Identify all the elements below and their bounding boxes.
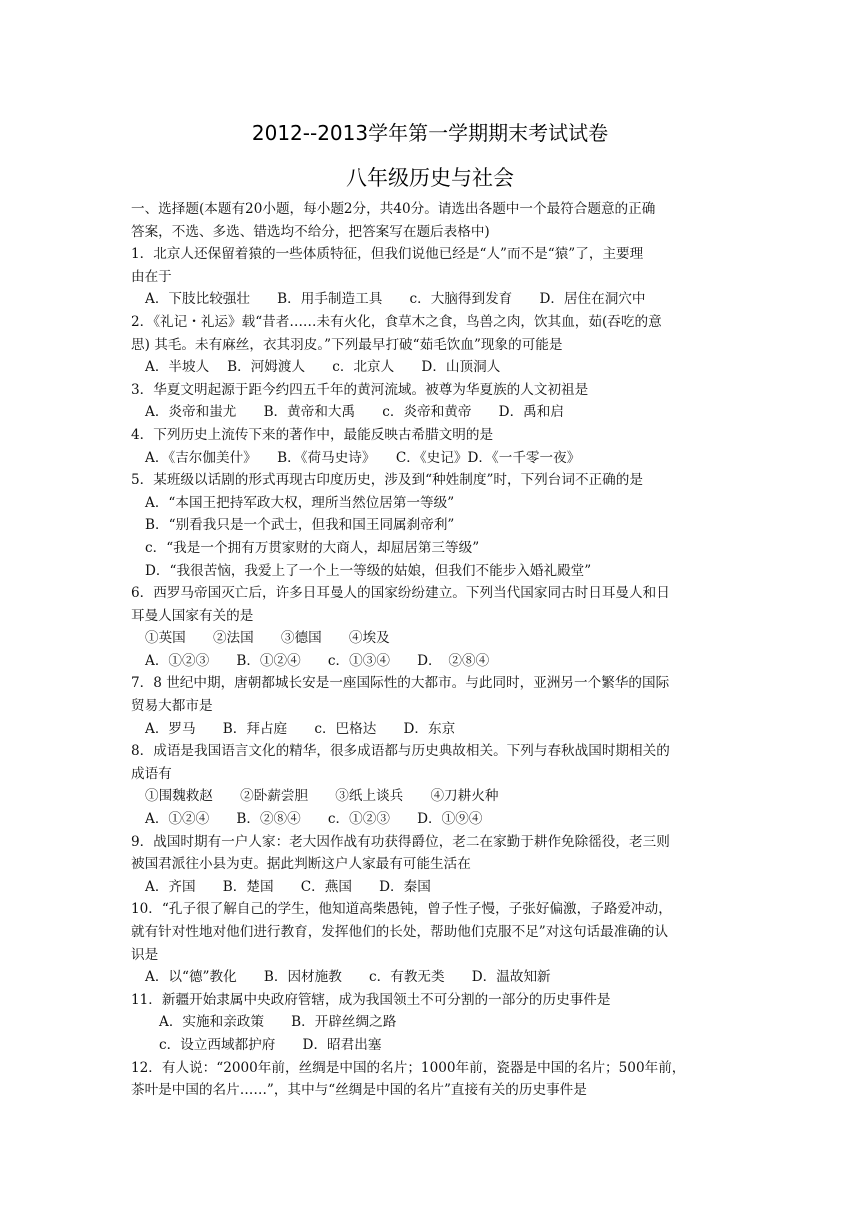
question-12: 12．有人说：“2000年前，丝绸是中国的名片；1000年前，瓷器是中国的名片；500年前， xyxy=(131,1059,686,1076)
question-2-options: A．半坡人 B．河姆渡人 c．北京人 D．山顶洞人 xyxy=(145,359,501,376)
question-10-options: A．以“德”教化 B．因材施教 c．有教无类 D．温故知新 xyxy=(145,969,551,986)
question-3: 3．华夏文明起源于距今约四五千年的黄河流域。被尊为华夏族的人文初祖是 xyxy=(131,381,589,398)
question-9: 9．战国时期有一户人家：老大因作战有功获得爵位，老二在家勤于耕作免除徭役，老三则 xyxy=(131,833,670,850)
question-4: 4．下列历史上流传下来的著作中，最能反映古希腊文明的是 xyxy=(131,426,494,443)
question-8-items: ①围魏救赵 ②卧薪尝胆 ③纸上谈兵 ④刀耕火种 xyxy=(145,788,499,805)
question-1-options: A．下肢比较强壮 B．用手制造工具 c．大脑得到发育 D．居住在洞穴中 xyxy=(145,291,646,308)
question-5: 5．某班级以话剧的形式再现古印度历史，涉及到“种姓制度”时，下列台词不正确的是 xyxy=(131,472,643,489)
question-10-cont: 就有针对性地对他们进行教育，发挥他们的长处，帮助他们克服不足”对这句话最准确的认 xyxy=(131,924,669,940)
question-11-options-ab: A．实施和亲政策 B．开辟丝绸之路 xyxy=(159,1014,397,1031)
question-4-options: A．《吉尔伽美什》 B．《荷马史诗》 C．《史记》D．《一千零一夜》 xyxy=(145,449,581,466)
exam-title: 2012--2013学年第一学期期末考试试卷 xyxy=(251,121,609,145)
question-1: 1．北京人还保留着猿的一些体质特征，但我们说他已经是“人”而不是“猿”了，主要理 xyxy=(131,246,644,263)
question-3-options: A．炎帝和蚩尤 B．黄帝和大禹 c．炎帝和黄帝 D．禹和启 xyxy=(145,404,564,421)
question-7-options: A．罗马 B．拜占庭 c．巴格达 D．东京 xyxy=(145,720,456,737)
question-5-option-b: B．“别看我只是一个武士，但我和国王同属刹帝利” xyxy=(145,517,455,534)
question-1-cont: 由在于 xyxy=(131,268,172,285)
question-2: 2．《礼记・礼运》载“昔者……未有火化，食草木之食，鸟兽之肉，饮其血，茹(吞吃的意 xyxy=(131,313,662,330)
section-heading: 一、选择题(本题有20小题，每小题2分，共40分。请选出各题中一个最符合题意的正确 xyxy=(131,201,656,217)
question-10: 10．“孔子很了解自己的学生，他知道高柴愚钝，曾子性子慢，子张好偏激，子路爱冲动， xyxy=(131,901,672,918)
question-11-options-cd: c．设立西域都护府 D．昭君出塞 xyxy=(159,1036,382,1053)
question-9-cont: 被国君派往小县为吏。据此判断这户人家最有可能生活在 xyxy=(131,856,471,873)
question-8-options: A．①②④ B．②⑧④ c．①②③ D．①⑨④ xyxy=(145,811,483,828)
question-12-cont: 茶叶是中国的名片……”，其中与“丝绸是中国的名片”直接有关的历史事件是 xyxy=(131,1082,587,1099)
question-5-option-c: c．“我是一个拥有万贯家财的大商人，却屈居第三等级” xyxy=(145,539,480,556)
exam-subject: 八年级历史与社会 xyxy=(346,166,514,190)
question-6-options: A．①②③ B．①②④ c．①③④ D． ②⑧④ xyxy=(145,652,490,669)
question-5-option-d: D．“我很苦恼，我爱上了一个上一等级的姑娘，但我们不能步入婚礼殿堂” xyxy=(145,562,592,579)
question-11: 11．新疆开始隶属中央政府管辖，成为我国领土不可分割的一部分的历史事件是 xyxy=(131,991,611,1008)
question-9-options: A．齐国 B．楚国 C．燕国 D．秦国 xyxy=(145,878,431,895)
question-8-cont: 成语有 xyxy=(131,765,172,782)
question-5-option-a: A．“本国王把持军政大权，理所当然位居第一等级” xyxy=(145,494,455,511)
question-7-cont: 贸易大都市是 xyxy=(131,698,213,715)
question-6-cont: 耳曼人国家有关的是 xyxy=(131,607,254,624)
question-8: 8．成语是我国语言文化的精华，很多成语都与历史典故相关。下列与春秋战国时期相关的 xyxy=(131,743,670,760)
section-heading-cont: 答案，不选、多选、错选均不给分，把答案写在题后表格中) xyxy=(131,223,490,240)
question-6: 6．西罗马帝国灭亡后，许多日耳曼人的国家纷纷建立。下列当代国家同古时日耳曼人和日 xyxy=(131,585,670,602)
question-7: 7．8 世纪中期，唐朝都城长安是一座国际性的大都市。与此同时，亚洲另一个繁华的国际 xyxy=(131,675,670,692)
question-2-cont: 思) 其毛。未有麻丝，衣其羽皮。”下列最早打破“茹毛饮血”现象的可能是 xyxy=(131,336,563,353)
question-body xyxy=(131,198,731,1102)
question-10-cont2: 识是 xyxy=(131,946,159,963)
question-6-items: ①英国 ②法国 ③德国 ④埃及 xyxy=(145,630,390,647)
